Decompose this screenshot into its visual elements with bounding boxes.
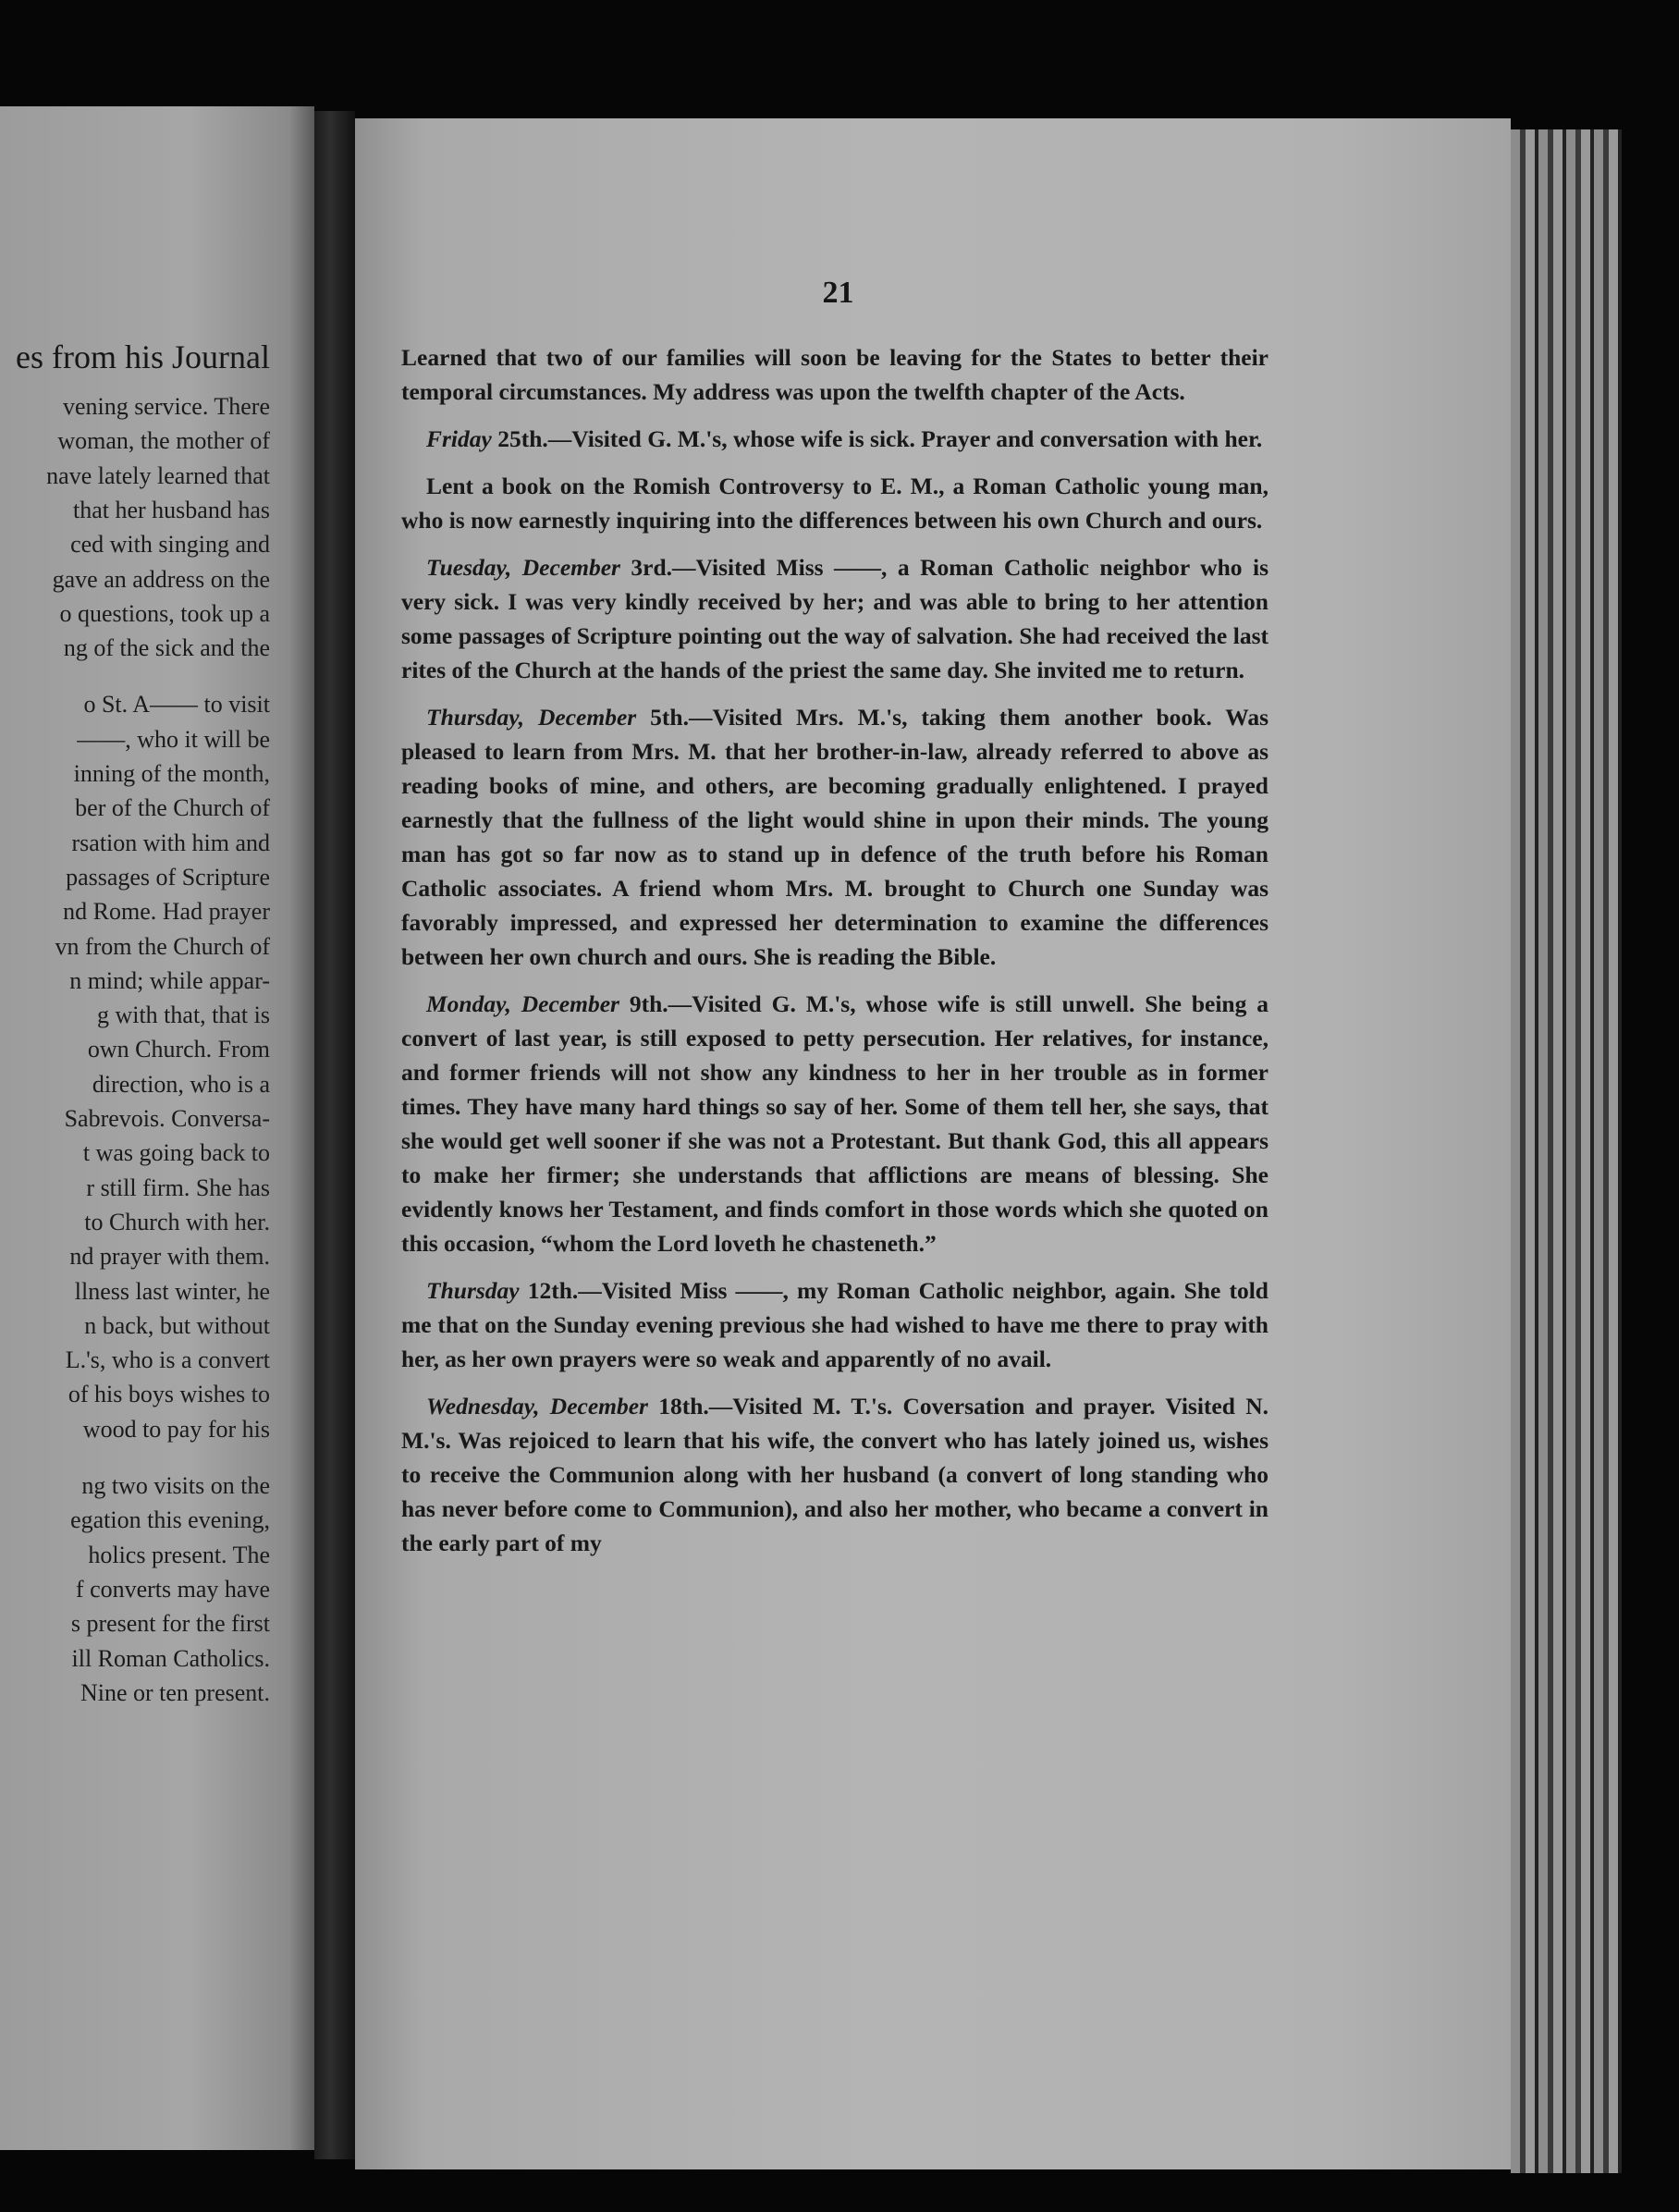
page-edges [1511, 129, 1622, 2173]
right-page [355, 118, 1511, 2169]
paragraph-text: Learned that two of our families will soon be leaving for the States to better their temporal circumstances. My address was upon the twelfth chapter of the Acts. [401, 344, 1268, 405]
left-page-line: ng of the sick and the [63, 634, 270, 662]
left-page-line: vening service. There [62, 393, 270, 420]
left-page-line: llness last winter, he [74, 1277, 270, 1305]
paragraph [401, 340, 1268, 409]
paragraph-lead: Monday, December [426, 990, 619, 1017]
left-page-line: g with that, that is [96, 1002, 270, 1029]
paragraph-text: Lent a book on the Romish Controversy to E. M., a Roman Catholic young man, who is now earnestly inquiring into the differences between his own Church and ours. [401, 473, 1268, 534]
left-page-line: nave lately learned that [46, 461, 270, 489]
paragraph [401, 987, 1268, 1260]
paragraph-text: 18th.—Visited M. T.'s. Coversation and prayer. Visited N. M.'s. Was rejoiced to learn that his wife, the convert who has lately joined us, wishes to receive the Communion along with her husband (a convert of long standing who has never before come to Communion), and also her mother, who became a convert in the early part of my [401, 1393, 1268, 1556]
paragraph [401, 1273, 1268, 1376]
book-gutter [314, 111, 355, 2159]
left-page-line: f converts may have [75, 1575, 270, 1603]
paragraph [401, 700, 1268, 974]
left-page-line: direction, who is a [92, 1070, 270, 1098]
left-page-line: ——, who it will be [77, 725, 270, 753]
left-page-line: Sabrevois. Conversa- [64, 1105, 270, 1132]
left-page-line: of his boys wishes to [67, 1381, 270, 1408]
left-page-line: o questions, took up a [59, 599, 270, 627]
left-page-line: r still firm. She has [86, 1174, 270, 1201]
paragraph-text: 9th.—Visited G. M.'s, whose wife is still unwell. She being a convert of last year, is still exposed to petty persecution. Her relatives, for instance, and former friends will not show any kindness to her in her trouble as in former times. They have many hard things so say of her. Some of them tell her, she says, that she would get well sooner if she was not a Protestant. But thank God, this all appears to make her firmer; she understands that afflictions are means of blessing. She evidently knows her Testament, and finds comfort in those words which she quoted on this occasion, “whom the Lord loveth he chasteneth.” [401, 990, 1268, 1257]
page-number: 21 [822, 276, 854, 310]
paragraph-lead: Thursday, December [426, 704, 637, 731]
left-page-line: Nine or ten present. [80, 1678, 270, 1706]
paragraph-lead: Thursday [426, 1277, 520, 1304]
left-page-line: L.'s, who is a convert [65, 1346, 270, 1374]
left-page-line: nd prayer with them. [69, 1243, 270, 1271]
paragraph-lead: Tuesday, December [426, 554, 620, 581]
left-page-line: t was going back to [82, 1139, 270, 1167]
left-page-line: vn from the Church of [55, 932, 270, 960]
left-page [0, 106, 314, 2150]
left-page-line: ng two visits on the [81, 1472, 270, 1499]
left-page-line: wood to pay for his [82, 1415, 270, 1443]
left-page-line: gave an address on the [52, 565, 270, 593]
paragraph-lead: Friday [426, 425, 492, 452]
journal-text [401, 340, 1268, 1573]
left-page-line: ber of the Church of [75, 794, 270, 822]
left-page-line: holics present. The [88, 1541, 270, 1568]
left-page-line: rsation with him and [71, 829, 270, 856]
left-page-line: own Church. From [87, 1036, 270, 1063]
paragraph-text: 3rd.—Visited Miss ——, a Roman Catholic neighbor who is very sick. I was very kindly received by her; and was able to bring to her attention some passages of Scripture pointing out the way of salvation. She had received the last rites of the Church at the hands of the priest the same day. She invited me to return. [401, 554, 1268, 683]
paragraph-text: 5th.—Visited Mrs. M.'s, taking them another book. Was pleased to learn from Mrs. M. that her brother-in-law, already referred to above as reading books of mine, and others, are becoming gradually enlightened. I prayed earnestly that the fullness of the light would shine in upon their minds. The young man has got so far now as to stand up in defence of the truth before his Roman Catholic associates. A friend whom Mrs. M. brought to Church one Sunday was favorably impressed, and expressed her determination to examine the differences between her own church and ours. She is reading the Bible. [401, 704, 1268, 970]
left-page-line: to Church with her. [84, 1208, 270, 1235]
paragraph [401, 422, 1268, 456]
paragraph [401, 469, 1268, 537]
left-page-line: woman, the mother of [57, 427, 270, 455]
paragraph [401, 1389, 1268, 1560]
left-page-line: that her husband has [72, 496, 270, 523]
left-page-line: ill Roman Catholics. [71, 1644, 270, 1672]
left-page-line: egation this evening, [70, 1506, 270, 1534]
paragraph-text: 12th.—Visited Miss ——, my Roman Catholic neighbor, again. She told me that on the Sunday evening previous she had wished to have me there to pray with her, as her own prayers were so weak and apparently of no avail. [401, 1277, 1268, 1372]
paragraph-lead: Wednesday, December [426, 1393, 648, 1419]
left-page-line: passages of Scripture [66, 863, 270, 891]
paragraph [401, 550, 1268, 687]
paragraph-text: 25th.—Visited G. M.'s, whose wife is sick. Prayer and conversation with her. [491, 425, 1263, 452]
left-page-line: o St. A—— to visit [83, 691, 270, 719]
left-page-line: ced with singing and [70, 531, 270, 559]
left-page-line: nd Rome. Had prayer [63, 898, 270, 926]
left-page-line: inning of the month, [73, 760, 270, 787]
left-page-heading: es from his Journal [16, 338, 270, 375]
left-page-line: n back, but without [84, 1311, 270, 1339]
left-page-line: n mind; while appar- [69, 966, 270, 994]
left-page-line: s present for the first [70, 1610, 270, 1638]
